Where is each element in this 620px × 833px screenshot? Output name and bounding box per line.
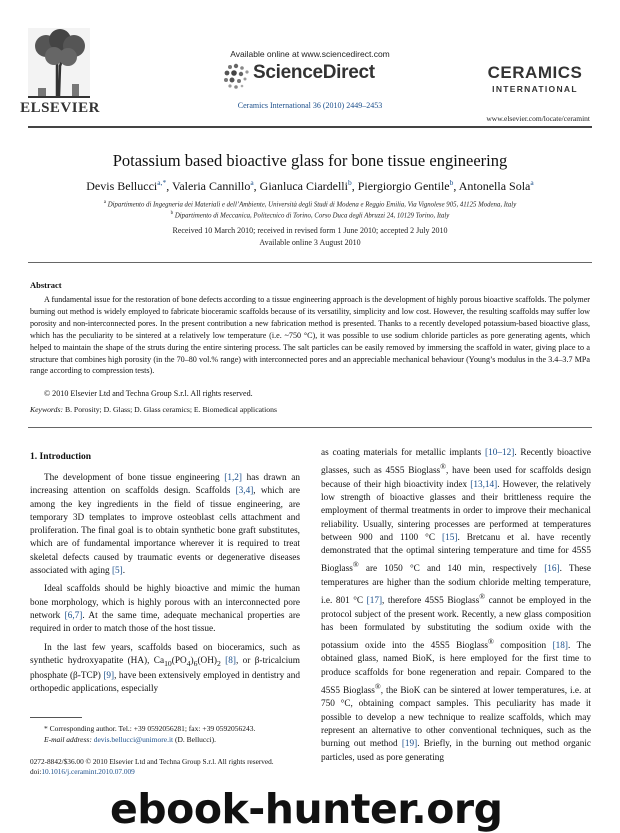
journal-name-line1: CERAMICS <box>487 63 583 82</box>
journal-url[interactable]: www.elsevier.com/locate/ceramint <box>486 114 590 123</box>
author-affiliation-marker[interactable]: a,* <box>157 178 167 187</box>
doi-line: doi:10.1016/j.ceramint.2010.07.009 <box>30 767 135 776</box>
author-list <box>0 178 620 194</box>
issn-line: 0272-8842/$36.00 © 2010 Elsevier Ltd and Techna Group S.r.l. All rights reserved. <box>30 757 274 766</box>
author-affiliation-marker[interactable]: b <box>347 178 352 187</box>
abstract-text: A fundamental issue for the restoration of bone defects according to a tissue engineering approach is the development of highly porous bioactive scaffolds. The polymer burning out method is widely employed to fabricate bioceramic scaffolds because of its versatility, simplicity and low cost. However, the resulting scaffolds may suffer low porosity and non-interconnected pores. In the present contribution a new fabrication method is presented. Thanks to a recently developed potassium-based bioactive glass, which has the peculiarity to be sintered at a relatively low temperature (i.e. ~750 °C), it was possible to use sodium chloride particles as pore generating agents, which helped to maintain the shape of the struts during the entire sintering process. The salt particles can be easily removed by immersing the scaffold in water, giving place to a structure that combines high porosity (in the 70–80 vol.% range) with interconnected pores and an appreciable mechanical behaviour (Young’s modulus in the 3.4–3.7 MPa range according to compression tests). <box>30 295 590 376</box>
author-affiliation-marker[interactable]: a <box>250 178 254 187</box>
affiliation-b: $^b$ Dipartimento di Meccanica, Politecnico di Torino, Corso Duca degli Abruzzi 24, 10129 Torino, Italy <box>170 211 450 220</box>
affiliation-a: $^a$ Dipartimento di Ingegneria dei Materiali e dell’Ambiente, Università degli Studi di Modena e Reggio Emilia, Via Vignolese 905, 41125 Modena, Italy <box>103 200 517 209</box>
abstract-copyright: © 2010 Elsevier Ltd and Techna Group S.r.l. All rights reserved. <box>44 389 253 398</box>
author: Antonella Sola$^a$ <box>458 178 534 193</box>
abstract-bottom-rule <box>28 427 592 428</box>
page-footer <box>30 757 274 777</box>
paper-title: Potassium based bioactive glass for bone tissue engineering <box>112 151 508 170</box>
body-paragraph: The development of bone tissue engineering [1,2] has drawn an increasing attention on scaffolds design. Scaffolds [3,4], which are among the key ingredients in the field of tissue engineering, are temporary 3D templates to improve osteoblast cells attachment and proliferation. The final goal is to obtain synthetic bone graft substitutes, which are of fundamental importance wherever it is required to treat skeletal defects caused by traumatic events or degenerative diseases associated with aging [5]. <box>30 473 300 577</box>
sciencedirect-wordmark: ScienceDirect <box>253 62 375 83</box>
journal-citation-link[interactable]: Ceramics International 36 (2010) 2449–2453 <box>237 101 383 110</box>
body-column-left <box>30 472 300 697</box>
corresponding-author-footnote: * Corresponding author. Tel.: +39 0592056281; fax: +39 0592056243. E-mail address: devis.bellucci@unimore.it (D. Bellucci). <box>44 724 256 744</box>
author: Valeria Cannillo$^a$, <box>172 178 260 193</box>
author-email-link[interactable]: devis.bellucci@unimore.it <box>93 734 174 744</box>
body-column-right <box>321 447 591 765</box>
received-dates: Received 10 March 2010; received in revised form 1 June 2010; accepted 2 July 2010 <box>172 226 448 235</box>
author: Piergiorgio Gentile$^b$, <box>357 178 459 193</box>
author: Gianluca Ciardelli$^b$, <box>259 178 358 193</box>
body-paragraph: as coating materials for metallic implants [10–12]. Recently bioactive glasses, such as 45S5 Bioglass®, have been used for scaffolds design because of their high bioactivity index [13,14]. However, the relatively low strength of bioactive glasses and their brittleness require the employment of thermal treatments in order to improve their mechanical reliability. Usually, sintering processes are performed at temperatures between 900 and 1100 °C [15]. Bretcanu et al. have recently demonstrated that the optimal sintering temperature and time for 45S5 Bioglass® are 1050 °C and 140 min, respectively [16]. These temperatures are higher than the sodium chloride melting temperature, i.e. 801 °C [17], therefore 45S5 Bioglass® cannot be employed in the protocol subject of the present work. Recently, a new glass composition has been formulated by substituting the sodium oxide with the potassium oxide into the 45S5 Bioglass® composition [18]. The obtained glass, named BioK, is here employed for the first time to produce scaffolds for bone regeneration and repair. Compared to the 45S5 Bioglass®, the BioK can be sintered at lower temperatures, i.e. at 750 °C, obtaining compact samples. This peculiarity has made it possible to develop a new technique to realize scaffolds, which may represent an alternative to other conventional techniques, such as the burning out method [19]. Briefly, in the burning out method organic particles, used as pore generating <box>321 448 592 763</box>
available-online-text: Available online at www.sciencedirect.com <box>230 49 390 59</box>
doi-link[interactable]: 10.1016/j.ceramint.2010.07.009 <box>41 767 135 776</box>
author-affiliation-marker[interactable]: b <box>449 178 454 187</box>
publisher-name: ELSEVIER <box>20 100 100 116</box>
abstract-top-rule <box>28 262 592 263</box>
sciencedirect-logo-icon <box>222 63 252 91</box>
body-paragraph: In the last few years, scaffolds based on bioceramics, such as synthetic hydroxyapatite (HA), $Ca_{10}(PO_4)_6(OH)_2$ [8], or β-tricalcium phosphate (β-TCP) [9], have been extensively employed in dentistry and orthopedic applications, especially <box>30 642 300 695</box>
journal-name-line2: INTERNATIONAL <box>492 84 578 94</box>
watermark-text: ebook-hunter.org <box>110 785 503 833</box>
body-paragraph: Ideal scaffolds should be highly bioactive and mimic the human bone morphology, which is highly porous with an interconnected pore network [6,7]. At the same time, adequate mechanical properties are required in order to match those of the host tissue. <box>30 584 301 635</box>
author: Devis Bellucci$^{a,*}$, <box>86 178 173 193</box>
keywords: Keywords: B. Porosity; D. Glass; D. Glass ceramics; E. Biomedical applications <box>30 405 277 414</box>
header-rule <box>28 126 592 128</box>
abstract-heading: Abstract <box>30 280 62 290</box>
author-affiliation-marker[interactable]: a <box>530 178 534 187</box>
section-heading-introduction: 1. Introduction <box>30 452 92 462</box>
available-online-date: Available online 3 August 2010 <box>259 238 361 247</box>
footnote-rule <box>30 717 82 718</box>
